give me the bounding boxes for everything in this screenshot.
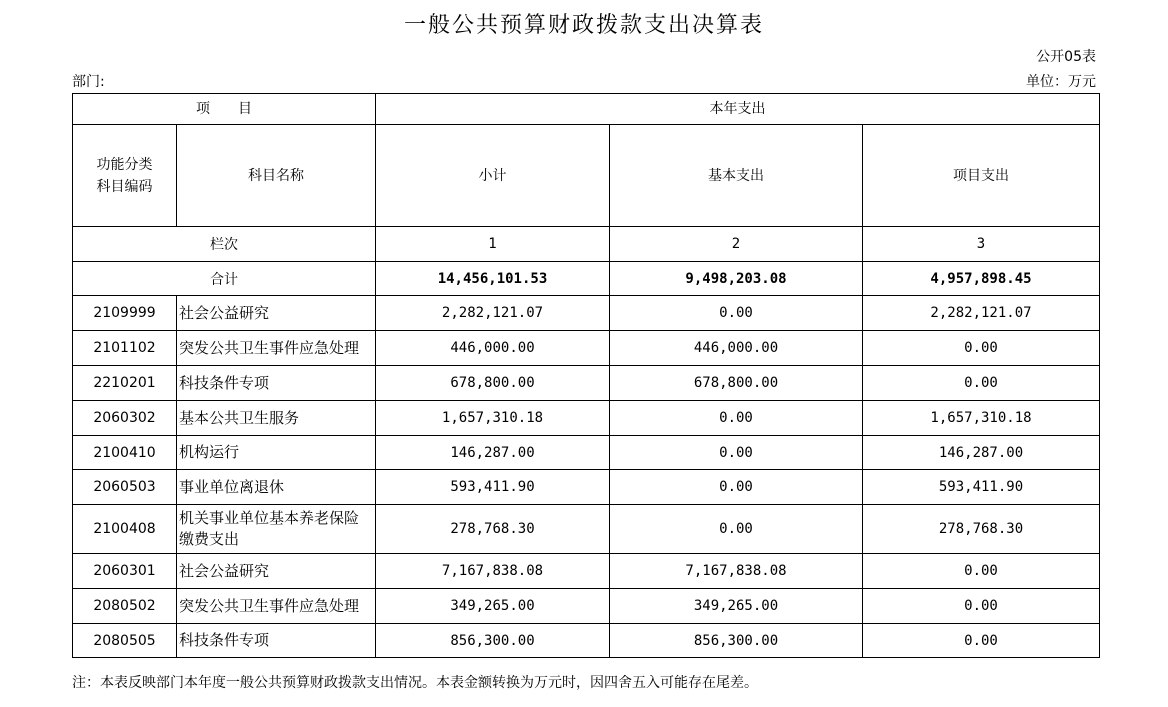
table-row xyxy=(73,589,1100,624)
row-name: 机关事业单位基本养老保险缴费支出 xyxy=(177,505,376,554)
row-project: 1,657,310.18 xyxy=(863,401,1100,436)
row-code: 2080505 xyxy=(73,624,177,658)
row-code: 2080502 xyxy=(73,589,177,624)
total-label: 合计 xyxy=(73,262,376,296)
header-item: 项 目 xyxy=(73,94,376,125)
row-subtotal: 2,282,121.07 xyxy=(376,296,610,331)
row-subtotal: 7,167,838.08 xyxy=(376,554,610,589)
page-title: 一般公共预算财政拨款支出决算表 xyxy=(403,13,764,38)
row-code: 2210201 xyxy=(73,366,177,401)
row-basic: 678,800.00 xyxy=(610,366,863,401)
row-code: 2101102 xyxy=(73,331,177,366)
row-project: 0.00 xyxy=(863,331,1100,366)
row-name: 社会公益研究 xyxy=(177,296,376,331)
table-row xyxy=(73,470,1100,505)
row-name: 社会公益研究 xyxy=(177,554,376,589)
row-project: 593,411.90 xyxy=(863,470,1100,505)
row-name: 突发公共卫生事件应急处理 xyxy=(177,589,376,624)
row-code: 2100410 xyxy=(73,436,177,470)
header-code: 功能分类科目编码 xyxy=(73,125,177,227)
table-row xyxy=(73,366,1100,401)
total-subtotal: 14,456,101.53 xyxy=(376,262,610,296)
row-basic: 0.00 xyxy=(610,296,863,331)
unit-label: 单位：万元 xyxy=(1026,74,1096,90)
footnote: 注：本表反映部门本年度一般公共预算财政拨款支出情况。本表金额转换为万元时，因四舍五入可能存在尾差。 xyxy=(72,675,758,691)
header-current-year: 本年支出 xyxy=(376,94,1100,125)
row-basic: 0.00 xyxy=(610,505,863,554)
row-name: 机构运行 xyxy=(177,436,376,470)
row-subtotal: 856,300.00 xyxy=(376,624,610,658)
table-row xyxy=(73,554,1100,589)
column-index-label: 栏次 xyxy=(73,227,376,262)
row-name: 科技条件专项 xyxy=(177,366,376,401)
table-row xyxy=(73,436,1100,470)
row-subtotal: 349,265.00 xyxy=(376,589,610,624)
row-name: 基本公共卫生服务 xyxy=(177,401,376,436)
row-subtotal: 1,657,310.18 xyxy=(376,401,610,436)
header-name: 科目名称 xyxy=(177,125,376,227)
row-project: 0.00 xyxy=(863,589,1100,624)
row-code: 2060503 xyxy=(73,470,177,505)
row-code: 2100408 xyxy=(73,505,177,554)
table-body xyxy=(73,296,1100,658)
row-name: 突发公共卫生事件应急处理 xyxy=(177,331,376,366)
row-basic: 349,265.00 xyxy=(610,589,863,624)
table-row xyxy=(73,505,1100,554)
row-subtotal: 446,000.00 xyxy=(376,331,610,366)
column-index-2: 2 xyxy=(610,227,863,262)
row-project: 0.00 xyxy=(863,554,1100,589)
row-basic: 446,000.00 xyxy=(610,331,863,366)
row-basic: 856,300.00 xyxy=(610,624,863,658)
column-index-1: 1 xyxy=(376,227,610,262)
row-code: 2060302 xyxy=(73,401,177,436)
row-subtotal: 278,768.30 xyxy=(376,505,610,554)
table-row xyxy=(73,331,1100,366)
header-subtotal: 小计 xyxy=(376,125,610,227)
row-code: 2060301 xyxy=(73,554,177,589)
row-basic: 0.00 xyxy=(610,436,863,470)
row-basic: 0.00 xyxy=(610,470,863,505)
table-header xyxy=(73,94,1100,296)
row-code: 2109999 xyxy=(73,296,177,331)
form-number: 公开05表 xyxy=(1036,49,1096,65)
header-basic: 基本支出 xyxy=(610,125,863,227)
row-basic: 0.00 xyxy=(610,401,863,436)
row-project: 278,768.30 xyxy=(863,505,1100,554)
row-name: 科技条件专项 xyxy=(177,624,376,658)
row-project: 146,287.00 xyxy=(863,436,1100,470)
table-row xyxy=(73,401,1100,436)
row-subtotal: 593,411.90 xyxy=(376,470,610,505)
column-index-3: 3 xyxy=(863,227,1100,262)
department-label: 部门: xyxy=(72,74,105,90)
row-project: 2,282,121.07 xyxy=(863,296,1100,331)
row-subtotal: 146,287.00 xyxy=(376,436,610,470)
row-project: 0.00 xyxy=(863,366,1100,401)
total-basic: 9,498,203.08 xyxy=(610,262,863,296)
total-project: 4,957,898.45 xyxy=(863,262,1100,296)
table-row xyxy=(73,624,1100,658)
row-subtotal: 678,800.00 xyxy=(376,366,610,401)
header-project: 项目支出 xyxy=(863,125,1100,227)
table-row xyxy=(73,296,1100,331)
expenditure-table xyxy=(72,93,1100,658)
row-project: 0.00 xyxy=(863,624,1100,658)
row-name: 事业单位离退休 xyxy=(177,470,376,505)
row-basic: 7,167,838.08 xyxy=(610,554,863,589)
